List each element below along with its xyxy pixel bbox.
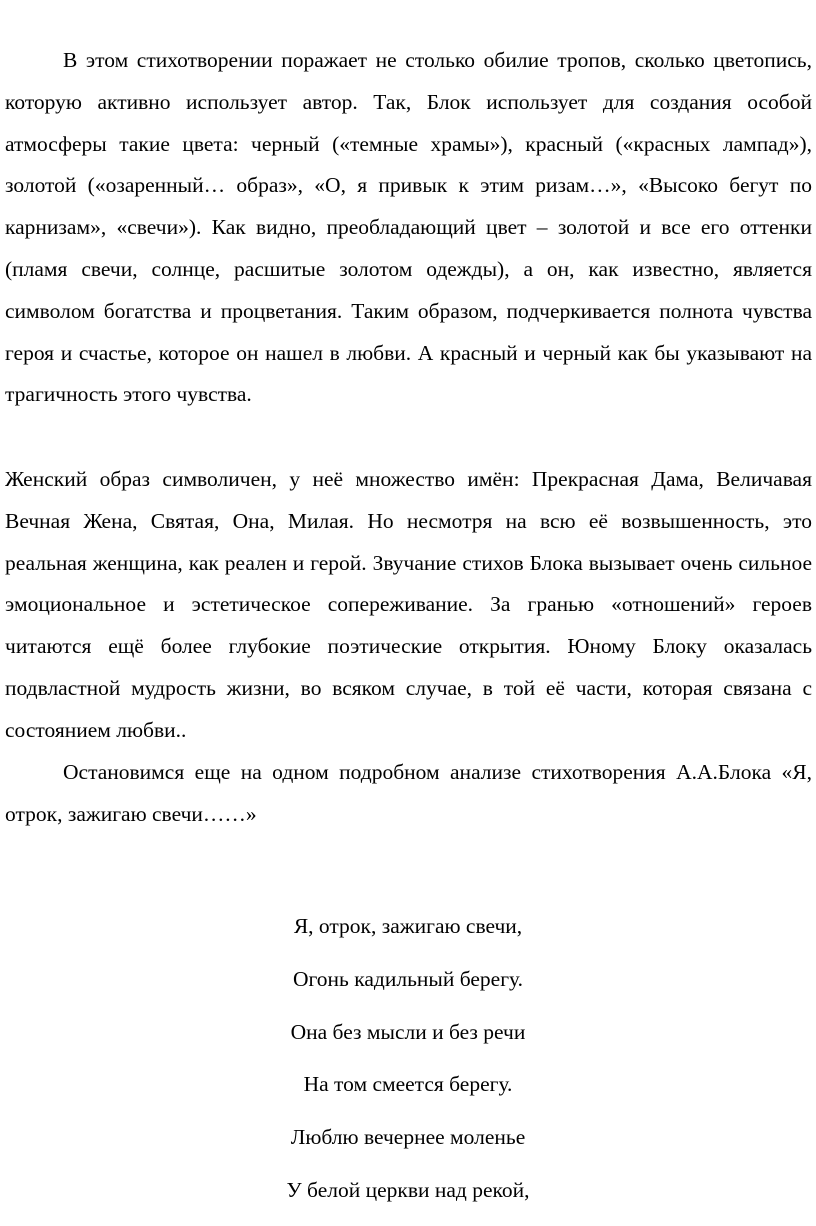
paragraph-female-image: Женский образ символичен, у неё множество имён: Прекрасная Дама, Величавая Вечная Жена, Святая, Она, Милая. Но несмотря на всю её возвышенность, это реальная женщина, как реален и герой. Звучание стихов Блока вызывает очень сильное эмоциональное и эстетическое сопереживание. За гранью «отношений» героев читаются ещё более глубокие поэтические открытия. Юному Блоку оказалась подвластной мудрость жизни, во всяком случае, в той её части, которая связана с состоянием любви.. xyxy=(5,467,812,742)
paragraph-color-analysis: В этом стихотворении поражает не столько обилие тропов, сколько цветопись, которую активно использует автор. Так, Блок использует для создания особой атмосферы такие цвета: черный («темные храмы»), красный («красных лампад»), золотой («озаренный… образ», «О, я привык к этим ризам…», «Высоко бегут по карнизам», «свечи»). Как видно, преобладающий цвет – золотой и все его оттенки (пламя свечи, солнце, расшитые золотом одежды), а он, как известно, является символом богатства и процветания. Таким образом, подчеркивается полнота чувства героя и счастье, которое он нашел в любви. А красный и черный как бы указывают на трагичность этого чувства. xyxy=(5,48,812,407)
poem-line: У белой церкви над рекой, xyxy=(286,1177,530,1202)
paragraph-poem-intro: Остановимся еще на одном подробном анализе стихотворения А.А.Блока «Я, отрок, зажигаю свечи……» xyxy=(5,760,812,826)
poem-line: Огонь кадильный берегу. xyxy=(292,966,523,991)
poem-line: Я, отрок, зажигаю свечи, xyxy=(293,914,523,938)
poem-line: На том смеется берегу. xyxy=(303,1072,513,1097)
poem-line: Она без мысли и без речи xyxy=(290,1019,526,1044)
poem-line: Люблю вечернее моленье xyxy=(290,1125,526,1150)
poem-excerpt xyxy=(0,900,816,1217)
